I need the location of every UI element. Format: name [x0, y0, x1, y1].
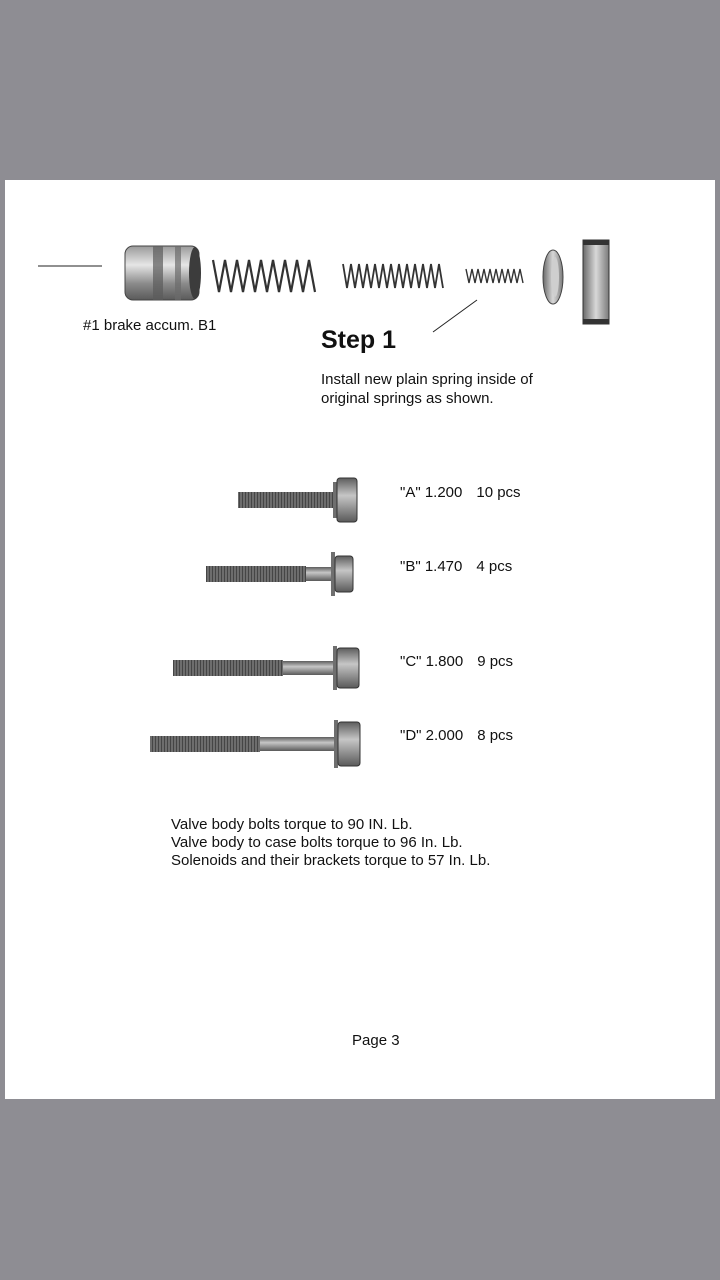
accumulator-parts-illustration	[5, 180, 715, 340]
bolt-quantity: 10 pcs	[476, 484, 521, 501]
bolt-d	[150, 720, 360, 768]
step-title: Step 1	[321, 326, 397, 354]
step-instruction	[321, 370, 533, 408]
small-plain-spring	[466, 269, 523, 283]
bolt-a	[238, 478, 357, 522]
bolt-quantity: 4 pcs	[476, 558, 513, 575]
bolt-length: "A" 1.200	[400, 484, 463, 501]
bolt-length: "B" 1.470	[400, 558, 463, 575]
washer	[543, 250, 563, 304]
bolt-spec-c	[400, 653, 513, 670]
bolt-c	[173, 646, 359, 690]
bolt-length: "D" 2.000	[400, 727, 464, 744]
end-plug	[583, 240, 609, 324]
bolt-length: "C" 1.800	[400, 653, 464, 670]
bolt-quantity: 9 pcs	[477, 653, 514, 670]
accumulator-label: #1 brake accum. B1	[83, 317, 217, 334]
page-number: Page 3	[352, 1032, 400, 1049]
accumulator-piston	[125, 246, 201, 300]
torque-note: Valve body bolts torque to 90 IN. Lb.	[171, 816, 413, 833]
torque-notes	[171, 816, 490, 870]
bolt-spec-a	[400, 484, 521, 501]
bolts-illustration	[5, 460, 715, 780]
torque-note: Valve body to case bolts torque to 96 In. Lb.	[171, 834, 463, 851]
medium-spring	[343, 264, 443, 288]
pointer-line	[433, 300, 477, 332]
bolt-spec-b	[400, 558, 512, 575]
torque-note: Solenoids and their brackets torque to 57 In. Lb.	[171, 852, 491, 869]
bolt-spec-d	[400, 727, 513, 744]
large-spring	[213, 260, 315, 292]
bolt-b	[206, 552, 353, 596]
bolt-quantity: 8 pcs	[477, 727, 514, 744]
instruction-line: original springs as shown.	[321, 390, 494, 407]
instruction-line: Install new plain spring inside of	[321, 371, 533, 388]
document-page	[5, 180, 715, 1099]
